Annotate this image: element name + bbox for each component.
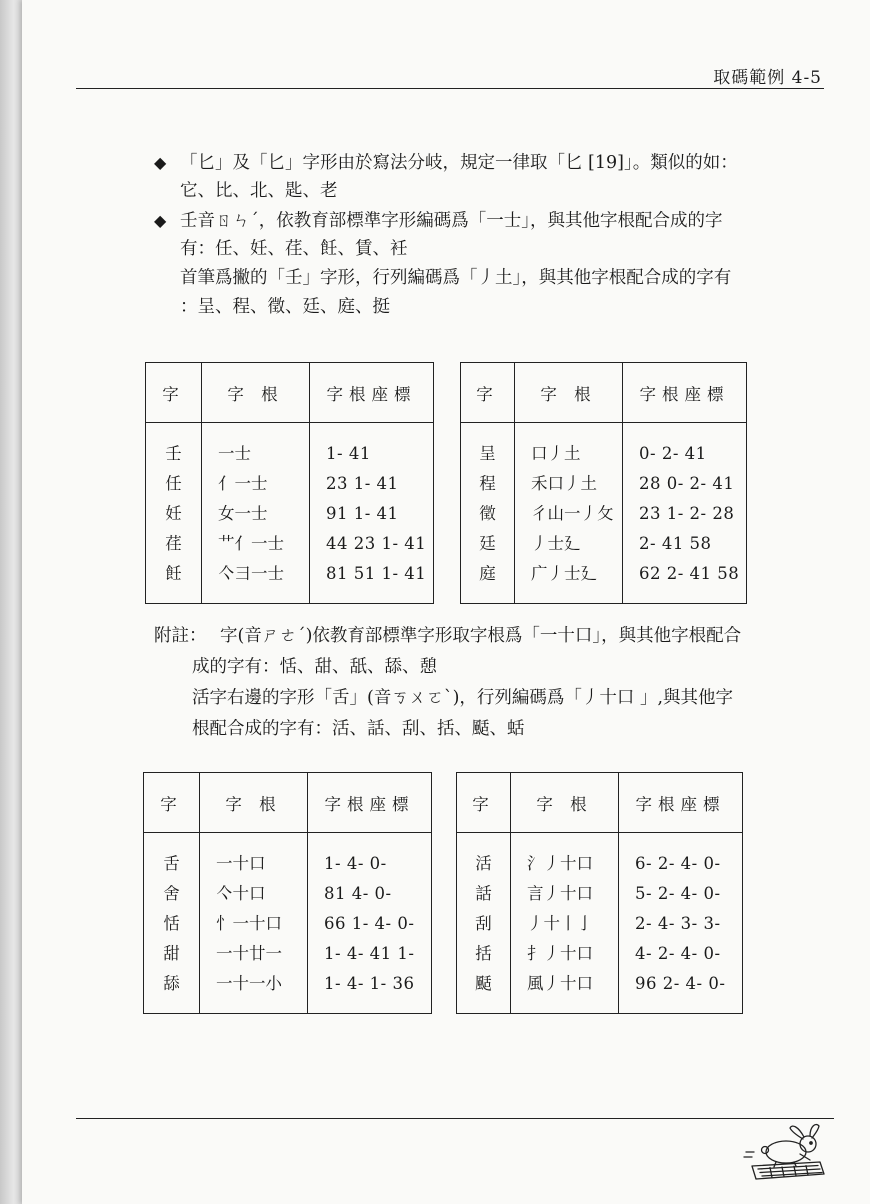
radical-table-1 bbox=[145, 362, 434, 604]
radicals-cell: 口丿土 bbox=[515, 439, 623, 469]
coordinates-cell: 4- 2- 4- 0- bbox=[619, 939, 743, 969]
table-row bbox=[146, 529, 434, 559]
note-label: 附註： bbox=[154, 626, 207, 646]
char-cell: 刮 bbox=[457, 909, 511, 939]
note-line bbox=[154, 683, 794, 714]
coordinates-cell: 1- 4- 41 1- bbox=[308, 939, 432, 969]
char-cell: 任 bbox=[146, 469, 202, 499]
running-header: 取碼範例 4-5 bbox=[713, 68, 822, 88]
table-row bbox=[457, 909, 743, 939]
header-rule bbox=[76, 88, 824, 89]
coordinates-cell: 81 51 1- 41 bbox=[310, 559, 434, 589]
coordinates-cell: 62 2- 41 58 bbox=[623, 559, 747, 589]
rabbit-keyboard-mascot-icon bbox=[740, 1122, 832, 1184]
coordinates-cell: 28 0- 2- 41 bbox=[623, 469, 747, 499]
table-row bbox=[144, 879, 432, 909]
radicals-cell: 彳山一丿攵 bbox=[515, 499, 623, 529]
bullet-line bbox=[154, 148, 794, 177]
table-header-row bbox=[461, 363, 747, 423]
radicals-cell: 一十一小 bbox=[200, 969, 308, 999]
char-cell: 妊 bbox=[146, 499, 202, 529]
coordinates-cell: 5- 2- 4- 0- bbox=[619, 879, 743, 909]
table-row bbox=[461, 559, 747, 589]
note-text: 活字右邊的字形「舌」(音ㄎㄨㄛˋ)，行列編碼爲「丿十口 」,與其他字 bbox=[192, 688, 734, 708]
radical-table-2 bbox=[460, 362, 747, 604]
char-cell: 括 bbox=[457, 939, 511, 969]
bullet-text: 首筆爲撇的「壬」字形，行列編碼爲「丿土」，與其他字根配合成的字有 bbox=[180, 268, 732, 288]
radicals-cell: 言丿十口 bbox=[511, 879, 619, 909]
char-cell: 壬 bbox=[146, 439, 202, 469]
header-radicals: 字 根 bbox=[515, 363, 623, 423]
coordinates-cell: 2- 4- 3- 3- bbox=[619, 909, 743, 939]
table-header-row bbox=[457, 773, 743, 833]
coordinates-cell: 96 2- 4- 0- bbox=[619, 969, 743, 999]
radicals-cell: 風丿十口 bbox=[511, 969, 619, 999]
table-row bbox=[457, 939, 743, 969]
note-text: 根配合成的字有：活、話、刮、括、颳、蛞 bbox=[192, 719, 525, 739]
char-cell: 恬 bbox=[144, 909, 200, 939]
table-row bbox=[461, 469, 747, 499]
char-cell: 話 bbox=[457, 879, 511, 909]
coordinates-cell: 66 1- 4- 0- bbox=[308, 909, 432, 939]
coordinates-cell: 91 1- 41 bbox=[310, 499, 434, 529]
radicals-cell: 一十廿一 bbox=[200, 939, 308, 969]
header-coordinates: 字根座標 bbox=[619, 773, 743, 833]
table-row bbox=[457, 849, 743, 879]
table-row bbox=[144, 909, 432, 939]
coordinates-cell: 81 4- 0- bbox=[308, 879, 432, 909]
binding-edge bbox=[0, 0, 22, 1204]
radicals-cell: 一十口 bbox=[200, 849, 308, 879]
header-char: 字 bbox=[461, 363, 515, 423]
header-coordinates: 字根座標 bbox=[308, 773, 432, 833]
header-char: 字 bbox=[146, 363, 202, 423]
char-cell: 廷 bbox=[461, 529, 515, 559]
char-cell: 活 bbox=[457, 849, 511, 879]
bullet-text: ：呈、程、徵、廷、庭、挺 bbox=[180, 297, 390, 317]
header-char: 字 bbox=[144, 773, 200, 833]
char-cell: 甜 bbox=[144, 939, 200, 969]
radicals-cell: 禾口丿土 bbox=[515, 469, 623, 499]
radicals-cell: 丿十丨亅 bbox=[511, 909, 619, 939]
annotation-note bbox=[154, 621, 794, 745]
book-page bbox=[22, 0, 870, 1204]
diamond-bullet-icon: ◆ bbox=[154, 153, 167, 172]
char-cell: 舔 bbox=[144, 969, 200, 999]
table-row bbox=[457, 969, 743, 999]
char-cell: 舌 bbox=[144, 849, 200, 879]
diamond-bullet-icon: ◆ bbox=[154, 211, 167, 230]
bullet-section bbox=[154, 148, 794, 322]
coordinates-cell: 23 1- 2- 28 bbox=[623, 499, 747, 529]
table-row bbox=[461, 529, 747, 559]
bullet-line bbox=[154, 177, 794, 206]
table-row bbox=[457, 879, 743, 909]
radical-table-4 bbox=[456, 772, 743, 1014]
table-header-row bbox=[144, 773, 432, 833]
char-cell: 程 bbox=[461, 469, 515, 499]
coordinates-cell: 2- 41 58 bbox=[623, 529, 747, 559]
table-row bbox=[146, 559, 434, 589]
header-radicals: 字 根 bbox=[200, 773, 308, 833]
bullet-text: 它、比、北、匙、老 bbox=[180, 181, 338, 201]
radical-table-3 bbox=[143, 772, 432, 1014]
bullet-line bbox=[154, 293, 794, 322]
char-cell: 舍 bbox=[144, 879, 200, 909]
radicals-cell: 一士 bbox=[202, 439, 310, 469]
bullet-line bbox=[154, 264, 794, 293]
radicals-cell: 亽十口 bbox=[200, 879, 308, 909]
coordinates-cell: 1- 4- 1- 36 bbox=[308, 969, 432, 999]
radicals-cell: 广丿士廴 bbox=[515, 559, 623, 589]
note-line bbox=[154, 652, 794, 683]
bullet-text: 壬音ㄖㄣˊ，依教育部標準字形編碼爲「一士」，與其他字根配合成的字 bbox=[180, 211, 723, 231]
note-line bbox=[154, 621, 794, 652]
header-coordinates: 字根座標 bbox=[310, 363, 434, 423]
note-text: 成的字有：恬、甜、舐、舔、憩 bbox=[192, 657, 437, 677]
coordinates-cell: 44 23 1- 41 bbox=[310, 529, 434, 559]
radicals-cell: 忄一十口 bbox=[200, 909, 308, 939]
coordinates-cell: 1- 41 bbox=[310, 439, 434, 469]
table-row bbox=[146, 499, 434, 529]
char-cell: 飪 bbox=[146, 559, 202, 589]
coordinates-cell: 1- 4- 0- bbox=[308, 849, 432, 879]
coordinates-cell: 6- 2- 4- 0- bbox=[619, 849, 743, 879]
char-cell: 呈 bbox=[461, 439, 515, 469]
table-header-row bbox=[146, 363, 434, 423]
bullet-text: 「匕」及「匕」字形由於寫法分岐，規定一律取「匕 [19]」。類似的如： bbox=[180, 153, 738, 173]
header-coordinates: 字根座標 bbox=[623, 363, 747, 423]
radicals-cell: 亻一士 bbox=[202, 469, 310, 499]
radicals-cell: 丿士廴 bbox=[515, 529, 623, 559]
radicals-cell: 艹亻一士 bbox=[202, 529, 310, 559]
footer-rule bbox=[76, 1118, 834, 1119]
bullet-line bbox=[154, 206, 794, 235]
table-row bbox=[144, 969, 432, 999]
char-cell: 徵 bbox=[461, 499, 515, 529]
bullet-text: 有：任、妊、荏、飪、賃、衽 bbox=[180, 239, 408, 259]
header-radicals: 字 根 bbox=[202, 363, 310, 423]
char-cell: 颳 bbox=[457, 969, 511, 999]
note-text: 字(音ㄕㄜˊ)依教育部標準字形取字根爲「一十口」，與其他字根配合 bbox=[220, 626, 742, 646]
radicals-cell: 女一士 bbox=[202, 499, 310, 529]
radicals-cell: 亽彐一士 bbox=[202, 559, 310, 589]
radicals-cell: 氵丿十口 bbox=[511, 849, 619, 879]
table-row bbox=[146, 469, 434, 499]
table-row bbox=[146, 439, 434, 469]
table-row bbox=[461, 439, 747, 469]
coordinates-cell: 23 1- 41 bbox=[310, 469, 434, 499]
bullet-line bbox=[154, 235, 794, 264]
table-row bbox=[144, 849, 432, 879]
header-char: 字 bbox=[457, 773, 511, 833]
char-cell: 庭 bbox=[461, 559, 515, 589]
coordinates-cell: 0- 2- 41 bbox=[623, 439, 747, 469]
header-radicals: 字 根 bbox=[511, 773, 619, 833]
note-line bbox=[154, 714, 794, 745]
char-cell: 荏 bbox=[146, 529, 202, 559]
radicals-cell: 扌丿十口 bbox=[511, 939, 619, 969]
table-row bbox=[144, 939, 432, 969]
table-row bbox=[461, 499, 747, 529]
